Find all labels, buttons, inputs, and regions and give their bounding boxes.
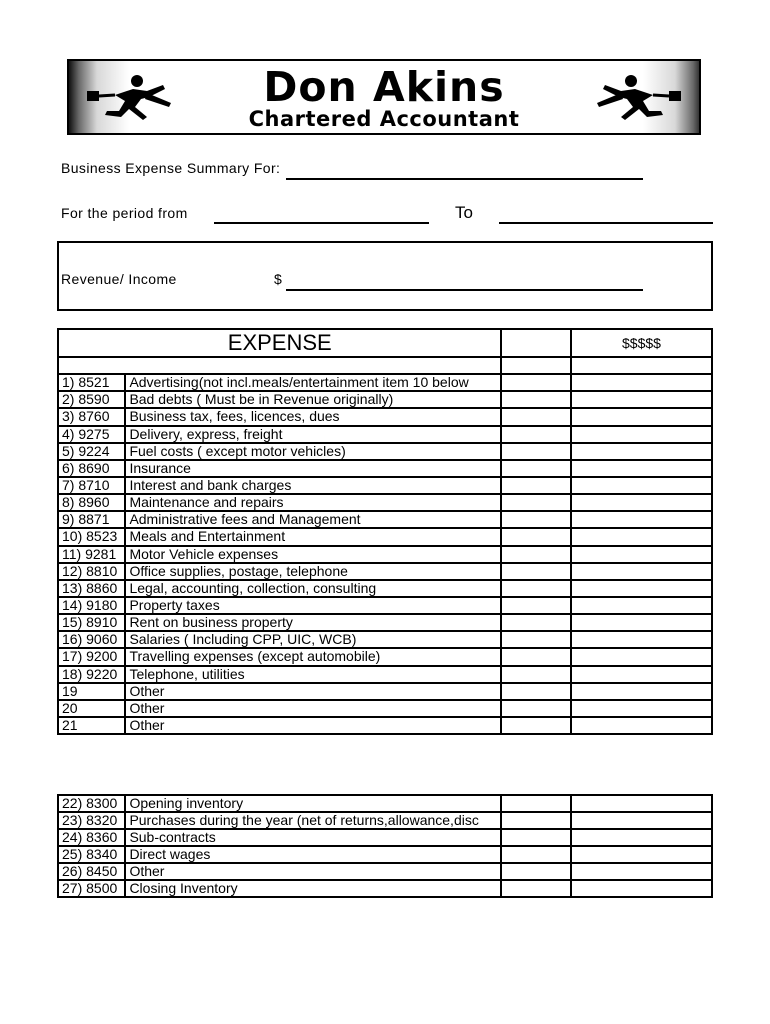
table-row (58, 597, 712, 614)
row-code: 3) 8760 (58, 408, 125, 425)
row-description: Closing Inventory (125, 880, 501, 897)
row-code: 10) 8523 (58, 528, 125, 545)
row-description: Maintenance and repairs (125, 494, 501, 511)
row-subtotal-cell[interactable] (501, 846, 570, 863)
table-row (58, 408, 712, 425)
row-subtotal-cell[interactable] (501, 460, 570, 477)
row-description: Other (125, 683, 501, 700)
table-row (58, 374, 712, 391)
row-subtotal-cell[interactable] (501, 563, 570, 580)
row-description: Rent on business property (125, 614, 501, 631)
row-code: 7) 8710 (58, 477, 125, 494)
row-description: Insurance (125, 460, 501, 477)
row-subtotal-cell[interactable] (501, 494, 570, 511)
table-row (58, 614, 712, 631)
table-row (58, 666, 712, 683)
row-amount-cell[interactable] (571, 683, 712, 700)
row-description: Interest and bank charges (125, 477, 501, 494)
row-code: 19 (58, 683, 125, 700)
expense-table (57, 328, 713, 735)
period-to-label: To (455, 203, 473, 222)
row-amount-cell[interactable] (571, 880, 712, 897)
expense-title: EXPENSE (58, 329, 501, 357)
row-code: 17) 9200 (58, 648, 125, 665)
spacer-cell (501, 357, 570, 374)
header-banner (67, 59, 701, 135)
row-amount-cell[interactable] (571, 528, 712, 545)
period-to-field[interactable] (499, 222, 713, 224)
row-code: 1) 8521 (58, 374, 125, 391)
row-amount-cell[interactable] (571, 477, 712, 494)
row-amount-cell[interactable] (571, 812, 712, 829)
row-amount-cell[interactable] (571, 614, 712, 631)
revenue-label: Revenue/ Income (61, 271, 177, 287)
row-subtotal-cell[interactable] (501, 795, 570, 812)
row-code: 22) 8300 (58, 795, 125, 812)
row-amount-cell[interactable] (571, 648, 712, 665)
row-description: Other (125, 717, 501, 734)
row-description: Telephone, utilities (125, 666, 501, 683)
table-row (58, 528, 712, 545)
table-row (58, 829, 712, 846)
row-subtotal-cell[interactable] (501, 477, 570, 494)
row-code: 26) 8450 (58, 863, 125, 880)
banner-subtitle: Chartered Accountant (248, 107, 520, 131)
table-row (58, 631, 712, 648)
row-amount-cell[interactable] (571, 443, 712, 460)
amount-header: $$$$$ (571, 329, 712, 357)
row-subtotal-cell[interactable] (501, 580, 570, 597)
row-description: Travelling expenses (except automobile) (125, 648, 501, 665)
row-subtotal-cell[interactable] (501, 614, 570, 631)
summary-label: Business Expense Summary For: (61, 160, 281, 176)
row-code: 8) 8960 (58, 494, 125, 511)
row-description: Purchases during the year (net of returns,allowance,disc (125, 812, 501, 829)
row-subtotal-cell[interactable] (501, 683, 570, 700)
table-row (58, 648, 712, 665)
row-subtotal-cell[interactable] (501, 648, 570, 665)
row-amount-cell[interactable] (571, 494, 712, 511)
row-code: 20 (58, 700, 125, 717)
row-description: Property taxes (125, 597, 501, 614)
row-amount-cell[interactable] (571, 863, 712, 880)
row-description: Fuel costs ( except motor vehicles) (125, 443, 501, 460)
row-description: Advertising(not incl.meals/entertainment item 10 below (125, 374, 501, 391)
row-code: 5) 9224 (58, 443, 125, 460)
row-code: 18) 9220 (58, 666, 125, 683)
row-amount-cell[interactable] (571, 391, 712, 408)
row-code: 11) 9281 (58, 546, 125, 563)
row-code: 27) 8500 (58, 880, 125, 897)
row-code: 16) 9060 (58, 631, 125, 648)
row-subtotal-cell[interactable] (501, 880, 570, 897)
row-description: Administrative fees and Management (125, 511, 501, 528)
row-amount-cell[interactable] (571, 631, 712, 648)
table-row (58, 563, 712, 580)
row-subtotal-cell[interactable] (501, 829, 570, 846)
table-row (58, 443, 712, 460)
table-row (58, 477, 712, 494)
row-subtotal-cell[interactable] (501, 666, 570, 683)
period-from-field[interactable] (214, 222, 429, 224)
row-subtotal-cell[interactable] (501, 546, 570, 563)
row-subtotal-cell[interactable] (501, 374, 570, 391)
row-amount-cell[interactable] (571, 546, 712, 563)
row-code: 13) 8860 (58, 580, 125, 597)
row-subtotal-cell[interactable] (501, 863, 570, 880)
spacer-cell (58, 357, 501, 374)
banner-title: Don Akins (263, 63, 505, 111)
row-subtotal-cell[interactable] (501, 717, 570, 734)
row-description: Office supplies, postage, telephone (125, 563, 501, 580)
expense-header-row (58, 329, 712, 357)
table-row (58, 580, 712, 597)
table-row (58, 494, 712, 511)
row-description: Legal, accounting, collection, consulting (125, 580, 501, 597)
row-code: 14) 9180 (58, 597, 125, 614)
row-code: 4) 9275 (58, 426, 125, 443)
row-description: Other (125, 863, 501, 880)
row-subtotal-cell[interactable] (501, 408, 570, 425)
row-amount-cell[interactable] (571, 460, 712, 477)
table-row (58, 426, 712, 443)
row-subtotal-cell[interactable] (501, 597, 570, 614)
row-code: 2) 8590 (58, 391, 125, 408)
row-code: 15) 8910 (58, 614, 125, 631)
table-row (58, 880, 712, 897)
row-description: Other (125, 700, 501, 717)
row-subtotal-cell[interactable] (501, 391, 570, 408)
row-description: Motor Vehicle expenses (125, 546, 501, 563)
row-subtotal-cell[interactable] (501, 812, 570, 829)
row-description: Salaries ( Including CPP, UIC, WCB) (125, 631, 501, 648)
row-code: 6) 8690 (58, 460, 125, 477)
row-amount-cell[interactable] (571, 426, 712, 443)
header-blank-cell (501, 329, 570, 357)
row-amount-cell[interactable] (571, 580, 712, 597)
revenue-amount-field[interactable] (286, 289, 643, 291)
row-amount-cell[interactable] (571, 666, 712, 683)
row-code: 25) 8340 (58, 846, 125, 863)
row-subtotal-cell[interactable] (501, 511, 570, 528)
row-amount-cell[interactable] (571, 408, 712, 425)
row-amount-cell[interactable] (571, 700, 712, 717)
row-description: Business tax, fees, licences, dues (125, 408, 501, 425)
table-row (58, 683, 712, 700)
row-code: 9) 8871 (58, 511, 125, 528)
spacer-row (58, 357, 712, 374)
period-from-label: For the period from (61, 205, 188, 221)
table-row (58, 700, 712, 717)
table-row (58, 460, 712, 477)
row-amount-cell[interactable] (571, 795, 712, 812)
row-amount-cell[interactable] (571, 829, 712, 846)
row-description: Bad debts ( Must be in Revenue originally) (125, 391, 501, 408)
inventory-table (57, 794, 713, 898)
spacer-cell (571, 357, 712, 374)
revenue-currency: $ (274, 271, 283, 287)
summary-name-field[interactable] (286, 178, 643, 180)
table-row (58, 546, 712, 563)
row-amount-cell[interactable] (571, 511, 712, 528)
row-subtotal-cell[interactable] (501, 700, 570, 717)
running-businessman-icon (591, 73, 683, 123)
row-description: Direct wages (125, 846, 501, 863)
table-row (58, 795, 712, 812)
row-subtotal-cell[interactable] (501, 426, 570, 443)
row-code: 21 (58, 717, 125, 734)
row-description: Opening inventory (125, 795, 501, 812)
table-row (58, 863, 712, 880)
row-code: 12) 8810 (58, 563, 125, 580)
row-amount-cell[interactable] (571, 374, 712, 391)
table-row (58, 391, 712, 408)
row-subtotal-cell[interactable] (501, 443, 570, 460)
row-amount-cell[interactable] (571, 597, 712, 614)
row-description: Meals and Entertainment (125, 528, 501, 545)
row-subtotal-cell[interactable] (501, 528, 570, 545)
row-amount-cell[interactable] (571, 717, 712, 734)
row-amount-cell[interactable] (571, 846, 712, 863)
row-amount-cell[interactable] (571, 563, 712, 580)
row-description: Delivery, express, freight (125, 426, 501, 443)
row-description: Sub-contracts (125, 829, 501, 846)
row-code: 23) 8320 (58, 812, 125, 829)
row-subtotal-cell[interactable] (501, 631, 570, 648)
table-row (58, 812, 712, 829)
row-code: 24) 8360 (58, 829, 125, 846)
table-row (58, 717, 712, 734)
table-row (58, 846, 712, 863)
table-row (58, 511, 712, 528)
